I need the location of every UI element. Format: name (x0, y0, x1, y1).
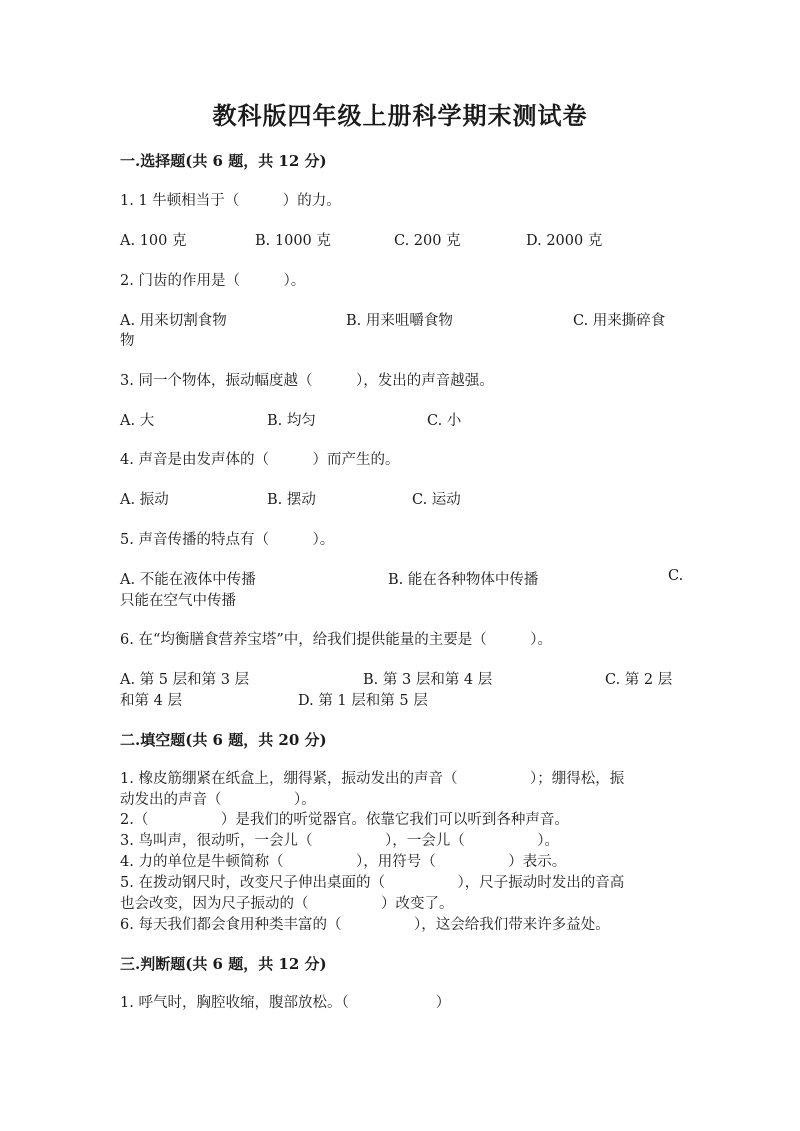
option-a: A. 振动 (120, 492, 169, 508)
option-d: D. 2000 克 (526, 233, 603, 249)
option-a: A. 第 5 层和第 3 层 (120, 672, 250, 688)
option-c: C. 运动 (412, 492, 461, 508)
option-a: A. 100 克 (120, 233, 187, 249)
fill-line: 5. 在拨动钢尺时，改变尺子伸出桌面的（ ），尺子振动时发出的音高 (120, 875, 625, 891)
question-stem: 4. 声音是由发声体的（ ）而产生的。 (120, 452, 400, 468)
option-c: C. 第 2 层 (605, 672, 673, 688)
option-a: A. 不能在液体中传播 (120, 572, 256, 588)
question-stem: 3. 同一个物体，振动幅度越（ ），发出的声音越强。 (120, 373, 494, 389)
option-c-wrap: 物 (120, 333, 135, 349)
option-c-wrap: 只能在空气中传播 (120, 593, 236, 609)
option-d: D. 第 1 层和第 5 层 (298, 693, 428, 709)
page-title: 教科版四年级上册科学期末测试卷 (212, 101, 588, 130)
fill-line: 3. 鸟叫声，很动听，一会儿（ ），一会儿（ ）。 (120, 833, 559, 849)
option-c: C. 小 (427, 413, 462, 429)
option-c: C. 用来撕碎食 (573, 313, 666, 329)
fill-line: 也会改变，因为尺子振动的（ ）改变了。 (120, 896, 454, 912)
question-stem: 6. 在“均衡膳食营养宝塔”中，给我们提供能量的主要是（ ）。 (120, 632, 553, 648)
question-stem: 1. 1 牛顿相当于（ ）的力。 (120, 193, 341, 209)
option-a: A. 用来切割食物 (120, 313, 227, 329)
option-b: B. 能在各种物体中传播 (388, 572, 539, 588)
section-heading-choice: 一.选择题(共 6 题，共 12 分) (120, 152, 327, 170)
fill-line: 4. 力的单位是牛顿简称（ ），用符号（ ）表示。 (120, 854, 567, 870)
option-b: B. 第 3 层和第 4 层 (363, 672, 493, 688)
option-c: C. (668, 568, 684, 584)
option-b: B. 用来咀嚼食物 (346, 313, 453, 329)
question-stem: 2. 门齿的作用是（ ）。 (120, 273, 306, 289)
question-stem: 5. 声音传播的特点有（ ）。 (120, 532, 335, 548)
option-c: C. 200 克 (394, 233, 461, 249)
option-c-wrap: 和第 4 层 (120, 693, 182, 709)
fill-line: 1. 橡皮筋绷紧在纸盒上，绷得紧，振动发出的声音（ ）；绷得松，振 (120, 771, 625, 787)
fill-line: 2.（ ）是我们的听觉器官。依靠它我们可以听到各种声音。 (120, 812, 569, 828)
fill-line: 动发出的声音（ ）。 (120, 792, 316, 808)
section-heading-judge: 三.判断题(共 6 题，共 12 分) (120, 955, 327, 973)
fill-line: 6. 每天我们都会食用种类丰富的（ ），这会给我们带来许多益处。 (120, 917, 610, 933)
question-stem: 1. 呼气时，胸腔收缩，腹部放松。（ ） (120, 995, 451, 1011)
option-b: B. 摆动 (267, 492, 316, 508)
option-b: B. 1000 克 (255, 233, 331, 249)
section-heading-fill: 二.填空题(共 6 题，共 20 分) (120, 731, 327, 749)
option-a: A. 大 (120, 413, 155, 429)
option-b: B. 均匀 (267, 413, 316, 429)
